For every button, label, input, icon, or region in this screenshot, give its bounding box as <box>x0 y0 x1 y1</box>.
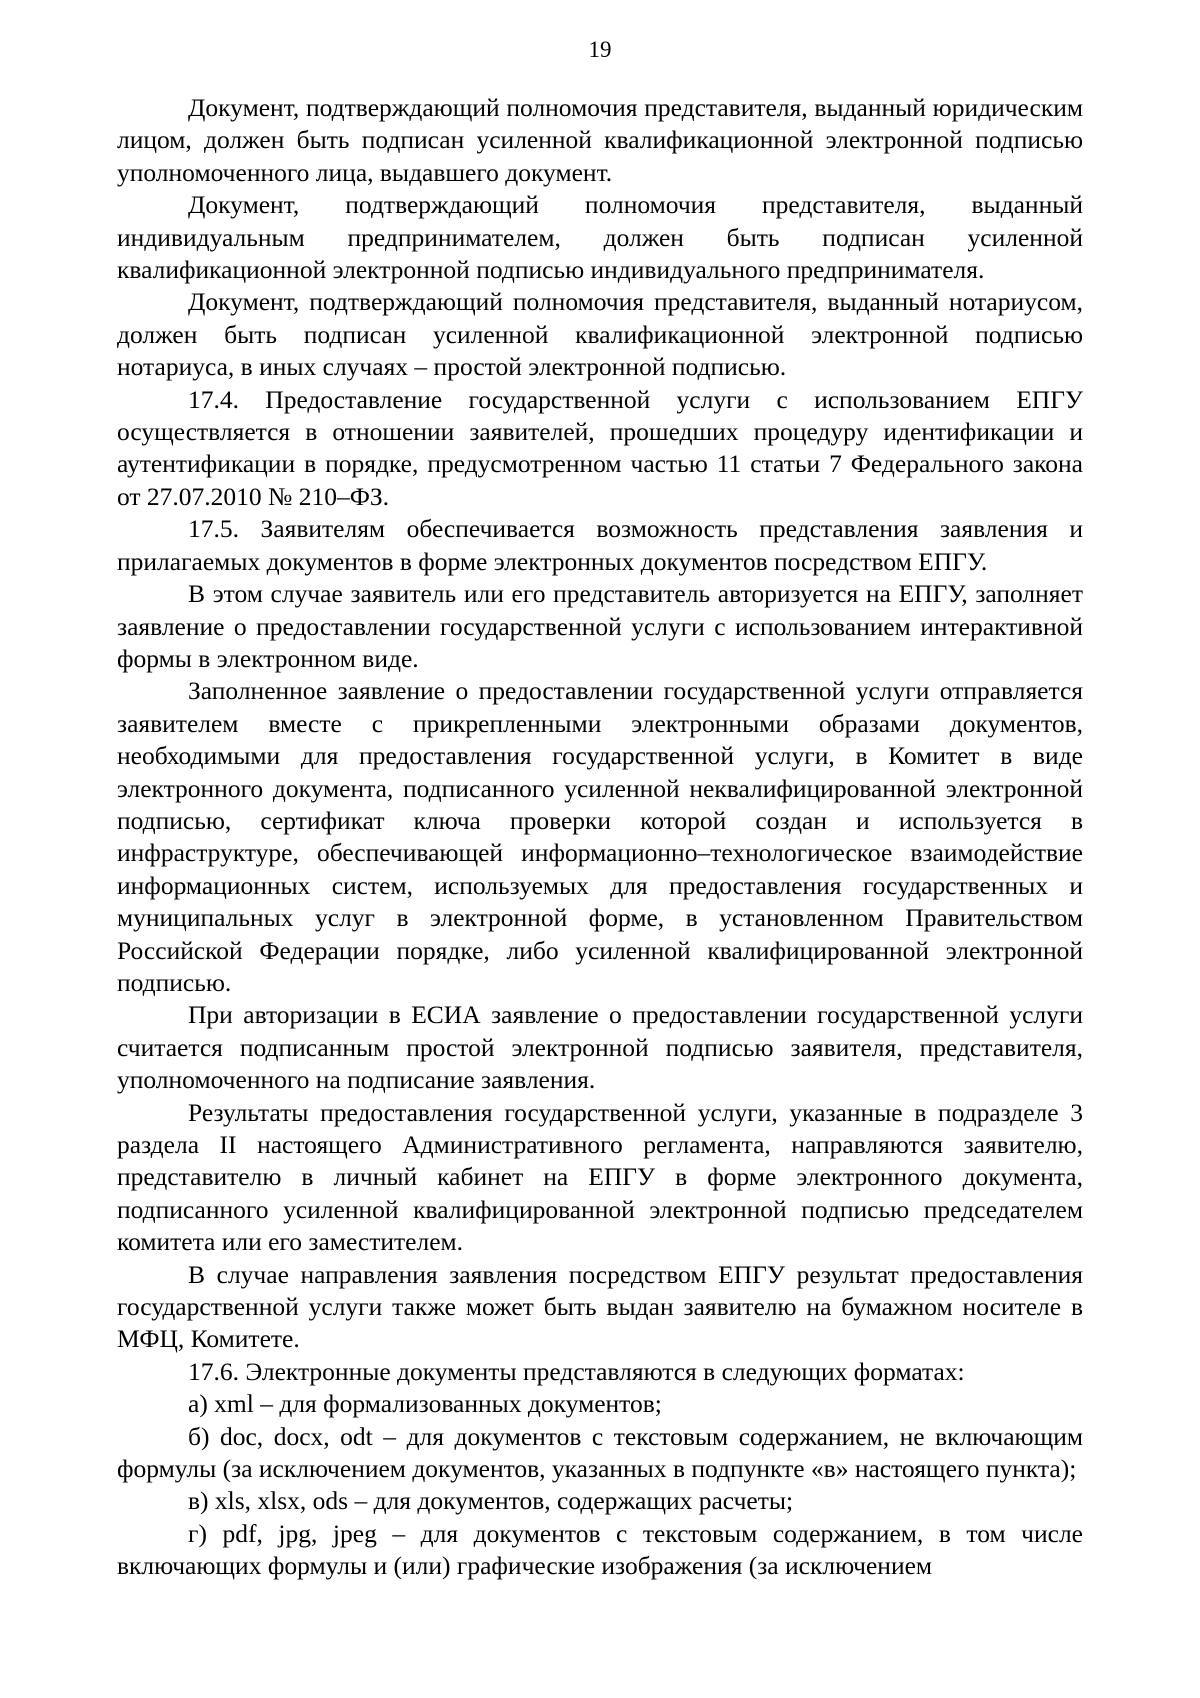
paragraph-esia: При авторизации в ЕСИА заявление о предоставлении государственной услуги считается подписанным простой электронной подписью заявителя, представителя, уполномоченного на подписание заявления. <box>117 1000 1083 1095</box>
paragraph-representative-notary: Документ, подтверждающий полномочия представителя, выданный нотариусом, должен быть подписан усиленной квалификационной электронной подписью нотариуса, в иных случаях – простой электронной подписью. <box>117 287 1083 382</box>
paragraph-representative-legal-entity: Документ, подтверждающий полномочия представителя, выданный юридическим лицом, должен быть подписан усиленной квалификационной электронной подписью уполномоченного лица, выдавшего документ. <box>117 93 1083 187</box>
document-body <box>117 92 1083 1583</box>
paragraph-17-5: 17.5. Заявителям обеспечивается возможность представления заявления и прилагаемых документов в форме электронных документов посредством ЕПГУ. <box>117 514 1083 576</box>
list-item-g: г) pdf, jpg, jpeg – для документов с текстовым содержанием, в том числе включающих формулы и (или) графические изображения (за исключением <box>117 1518 1083 1581</box>
paragraph-17-4: 17.4. Предоставление государственной услуги с использованием ЕПГУ осуществляется в отношении заявителей, прошедших процедуру идентификации и аутентификации в порядке, предусмотренном частью 11 статьи 7 Федерального закона от 27.07.2010 № 210–ФЗ. <box>117 384 1083 511</box>
paragraph-results: Результаты предоставления государственной услуги, указанные в подразделе 3 раздела II настоящего Административного регламента, направляются заявителю, представителю в личный кабинет на ЕПГУ в форме электронного документа, подписанного усиленной квалифицированной электронной подписью председателем комитета или его заместителем. <box>117 1097 1083 1257</box>
paragraph-authorization: В этом случае заявитель или его представитель авторизуется на ЕПГУ, заполняет заявление о предоставлении государственной услуги с использованием интерактивной формы в электронном виде. <box>117 579 1083 673</box>
paragraph-submission: Заполненное заявление о предоставлении государственной услуги отправляется заявителем вместе с прикрепленными электронными образами документов, необходимыми для предоставления государственной услуги, в Комитет в виде электронного документа, подписанного усиленной неквалифицированной электронной подписью, сертификат ключа проверки которой создан и используется в инфраструктуре, обеспечивающей информационно–технологическое взаимодействие информационных систем, используемых для предоставления государственных и муниципальных услуг в электронной форме, в установленном Правительством Российской Федерации порядке, либо усиленной квалифицированной электронной подписью. <box>117 676 1083 997</box>
paragraph-representative-entrepreneur: Документ, подтверждающий полномочия представителя, выданный индивидуальным предпринимателем, должен быть подписан усиленной квалификационной электронной подписью индивидуального предпринимателя. <box>117 190 1083 285</box>
paragraph-17-6: 17.6. Электронные документы представляются в следующих форматах: <box>188 1356 965 1386</box>
paragraph-paper-result: В случае направления заявления посредством ЕПГУ результат предоставления государственной услуги также может быть выдан заявителю на бумажном носителе в МФЦ, Комитете. <box>117 1259 1083 1354</box>
page-number: 19 <box>588 37 612 62</box>
list-item-v: в) xls, xlsx, ods – для документов, содержащих расчеты; <box>188 1486 794 1516</box>
list-item-b: б) doc, docx, odt – для документов с текстовым содержанием, не включающим формулы (за исключением документов, указанных в подпункте «в» настоящего пункта); <box>117 1421 1083 1484</box>
list-item-a: а) xml – для формализованных документов; <box>188 1389 662 1419</box>
